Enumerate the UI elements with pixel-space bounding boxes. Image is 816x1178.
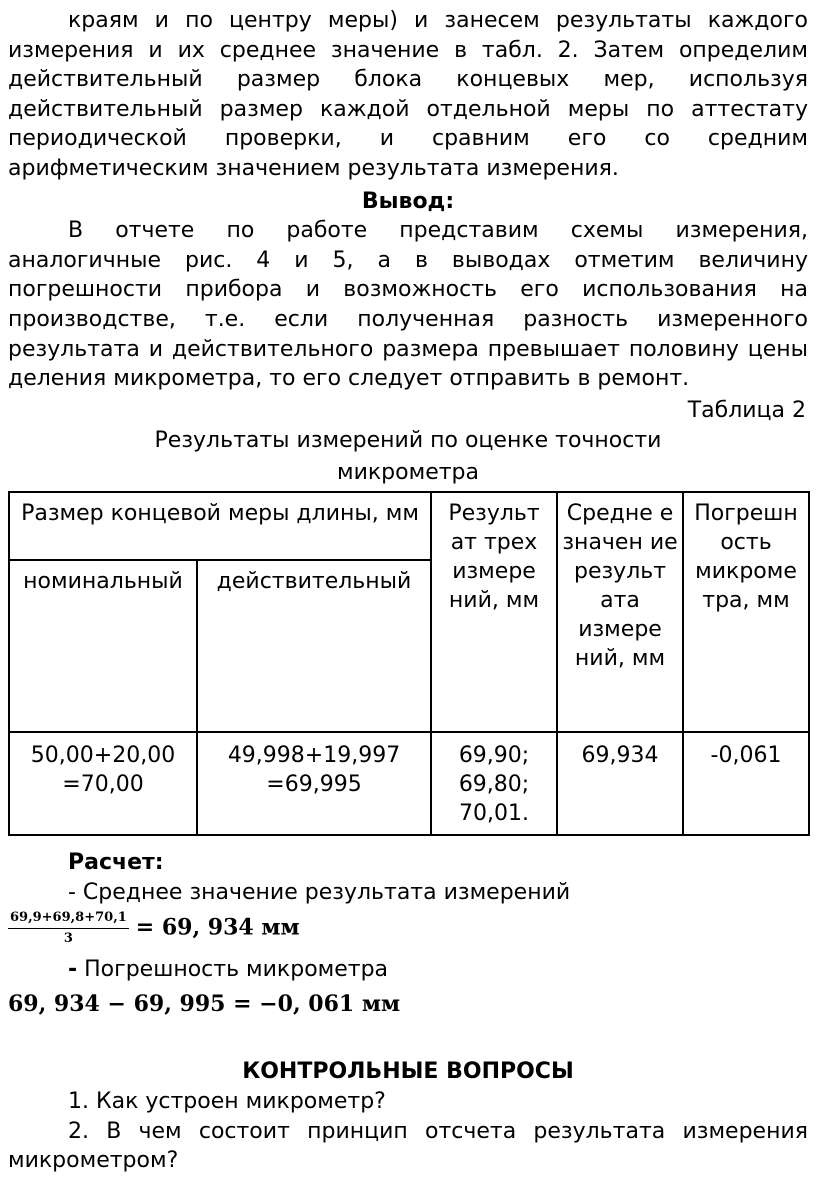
question-item: 2. В чем состоит принцип отсчета результата измерения микрометром?: [8, 1118, 808, 1174]
mean-result: = 69, 934 мм: [135, 914, 300, 941]
result-value: 69,90;: [458, 743, 530, 769]
cell-mean: 69,934: [557, 732, 683, 835]
error-label: Погрешность микрометра: [77, 957, 389, 983]
table-label: Таблица 2: [687, 397, 806, 423]
calculation-section: [8, 848, 808, 1019]
mean-label: - Среднее значение результата измерений: [68, 880, 571, 906]
header-error: Погрешн ость микроме тра, мм: [683, 492, 809, 732]
calculation-heading: Расчет:: [68, 850, 164, 876]
header-three-results: Результ ат трех измере ний, мм: [431, 492, 557, 732]
document-page: [8, 0, 808, 1176]
result-value: 70,01.: [459, 801, 529, 827]
cell-nominal: [9, 732, 197, 835]
table-row: [9, 732, 809, 835]
header-size-group: Размер концевой меры длины, мм: [9, 492, 431, 560]
nominal-total: =70,00: [62, 772, 144, 798]
questions-heading: КОНТРОЛЬНЫЕ ВОПРОСЫ: [242, 1059, 574, 1085]
cell-three-results: [431, 732, 557, 835]
conclusion-paragraph: В отчете по работе представим схемы измерения, аналогичные рис. 4 и 5, а в выводах отметим величину погрешности прибора и возможность его использования на производстве, т.е. если полученная разность измеренного результата и действительного размера превышает половину цены деления микрометра, то его следует отправить в ремонт.: [8, 218, 808, 392]
actual-sum: 49,998+19,997: [227, 743, 401, 769]
header-actual: действительный: [197, 560, 431, 732]
error-dash: -: [68, 957, 78, 983]
error-label-line: [68, 955, 808, 985]
mean-fraction: [8, 910, 129, 947]
result-value: 69,80;: [458, 772, 530, 798]
cell-error: -0,061: [683, 732, 809, 835]
header-nominal: номинальный: [9, 560, 197, 732]
mean-numerator: 69,9+69,8+70,1: [8, 910, 129, 929]
table-title: Результаты измерений по оценке точности микрометра: [154, 428, 662, 486]
question-item: 1. Как устроен микрометр?: [68, 1088, 386, 1114]
cell-actual: [197, 732, 431, 835]
mean-formula: [8, 910, 808, 947]
error-formula: 69, 934 − 69, 995 = −0, 061 мм: [8, 991, 401, 1018]
intro-paragraph: краям и по центру меры) и занесем результаты каждого измерения и их среднее значение в табл. 2. Затем определим действительный размер блока концевых мер, используя действительный размер каждой отдельной меры по аттестату периодической проверки, и сравним его со средним арифметическим значением результата измерения.: [8, 8, 808, 181]
actual-total: =69,995: [266, 772, 362, 798]
mean-denominator: 3: [63, 931, 73, 947]
results-table: [8, 491, 810, 836]
conclusion-heading: Вывод:: [361, 188, 455, 214]
header-mean: Средне е значен ие результ ата измере ний, мм: [557, 492, 683, 732]
nominal-sum: 50,00+20,00: [30, 743, 176, 769]
